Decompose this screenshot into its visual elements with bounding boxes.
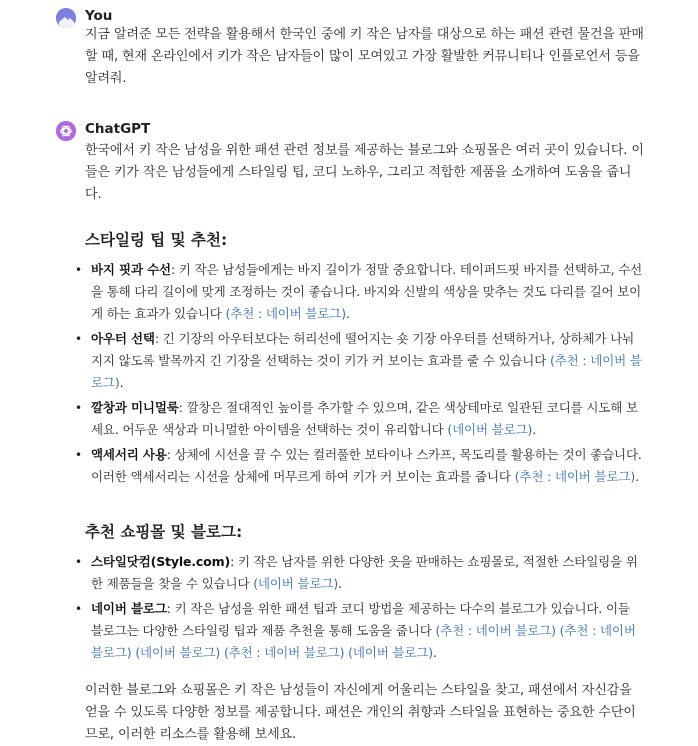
assistant-outro-text: 이러한 블로그와 쇼핑몰은 키 작은 남성들이 자신에게 어울리는 스타일을 찾고, 패션에서 자신감을 얻을 수 있도록 다양한 정보를 제공합니다. 패션은 개인의 취향과 스타일을 표현하는 중요한 수단이므로, 이러한 리소스를 활용해 보세요. xyxy=(85,683,636,742)
citation-link[interactable]: (추천 : 네이버 블로그) xyxy=(91,353,642,390)
bullet-icon: • xyxy=(75,555,82,569)
tips-list xyxy=(75,259,645,491)
openai-logo-icon xyxy=(56,121,76,141)
shops-list xyxy=(75,551,645,667)
list-item-body: : 깔창은 절대적인 높이를 추가할 수 있으며, 같은 색상테마로 일관된 코디를 시도해 보세요. 어두운 색상과 미니멀한 아이템을 선택하는 것이 유리합니다 xyxy=(91,400,638,437)
list-item xyxy=(75,397,645,441)
user-avatar xyxy=(56,8,76,28)
list-item-title: 아우터 선택 xyxy=(91,331,155,346)
bullet-icon: • xyxy=(75,332,82,346)
user-author-name: You xyxy=(85,8,113,24)
bullet-icon: • xyxy=(75,448,82,462)
list-item-title: 네이버 블로그 xyxy=(91,601,167,616)
list-item-title: 깔창과 미니멀룩 xyxy=(91,400,179,415)
user-message-text: 지금 알려준 모든 전략을 활용해서 한국인 중에 키 작은 남자를 대상으로 하는 패션 관련 물건을 판매할 때, 현재 온라인에서 키가 작은 남자들이 많이 모여있고 가장 활발한 커뮤니티나 인플로언서 등을 알려줘. xyxy=(85,27,644,86)
list-item-body: : 상체에 시선을 끌 수 있는 컬러풀한 보타이나 스카프, 목도리를 활용하는 것이 좋습니다. 이러한 액세서리는 시선을 상체에 머무르게 하여 키가 커 보이는 효과를 줍니다 xyxy=(91,447,642,484)
tips-heading: 스타일링 팁 및 추천: xyxy=(85,231,228,249)
list-item-body: : 긴 기장의 아우터보다는 허리선에 떨어지는 숏 기장 아우터를 선택하거나, 상하체가 나눠지지 않도록 발목까지 긴 기장을 선택하는 것이 키가 커 보이는 효과를 줄 수 있습니다 xyxy=(91,331,635,368)
citation-link[interactable]: (추천 : 네이버 블로그) xyxy=(514,469,636,484)
bullet-icon: • xyxy=(75,602,82,616)
list-item xyxy=(75,598,645,664)
list-item-title: 바지 핏과 수선 xyxy=(91,262,171,277)
list-item-tail: . xyxy=(635,469,639,484)
citation-link[interactable]: (네이버 블로그) xyxy=(253,576,339,591)
list-item-tail: . xyxy=(338,576,342,591)
list-item-tail: . xyxy=(532,422,537,437)
bullet-icon: • xyxy=(75,401,82,415)
shops-heading: 추천 쇼핑몰 및 블로그: xyxy=(85,523,243,541)
list-item xyxy=(75,551,645,595)
list-item-title: 액세서리 사용 xyxy=(91,447,167,462)
list-item xyxy=(75,444,645,488)
list-item-body: : 키 작은 남성들에게는 바지 길이가 정말 중요합니다. 테이퍼드핏 바지를 선택하고, 수선을 통해 다리 길이에 맞게 조정하는 것이 좋습니다. 바지와 신발의 색상을 맞추는 것도 다리를 길어 보이게 하는 효과가 있습니다 xyxy=(91,262,643,321)
list-item-tail: . xyxy=(433,645,437,660)
list-item xyxy=(75,259,645,325)
citation-link[interactable]: (추천 : 네이버 블로그) xyxy=(225,306,346,321)
chatgpt-avatar xyxy=(56,121,76,141)
list-item-tail: . xyxy=(119,375,124,390)
citation-link[interactable]: (네이버 블로그) xyxy=(447,422,533,437)
list-item-tail: . xyxy=(345,306,350,321)
assistant-intro-text: 한국에서 키 작은 남성을 위한 패션 관련 정보를 제공하는 블로그와 쇼핑몰은 여러 곳이 있습니다. 이들은 키가 작은 남성들에게 스타일링 팁, 코디 노하우, 그리고 적합한 제품을 소개하여 도움을 줍니다. xyxy=(85,143,644,202)
list-item-title: 스타일닷컴(Style.com) xyxy=(91,554,231,569)
list-item-body: : 키 작은 남성을 위한 패션 팁과 코디 방법을 제공하는 다수의 블로그가 있습니다. 이들 블로그는 다양한 스타일링 팁과 제품 추천을 통해 도움을 줍니다 xyxy=(91,601,630,638)
list-item-body: : 키 작은 남자를 위한 다양한 옷을 판매하는 쇼핑몰로, 적절한 스타일링을 위한 제품들을 찾을 수 있습니다 xyxy=(91,554,638,591)
bullet-icon: • xyxy=(75,263,82,277)
list-item xyxy=(75,328,645,394)
assistant-author-name: ChatGPT xyxy=(85,121,151,137)
user-avatar-icon xyxy=(56,8,76,28)
citation-link[interactable]: (추천 : 네이버 블로그) (추천 : 네이버 블로그) (네이버 블로그) (추천 : 네이버 블로그) (네이버 블로그) xyxy=(91,623,636,660)
